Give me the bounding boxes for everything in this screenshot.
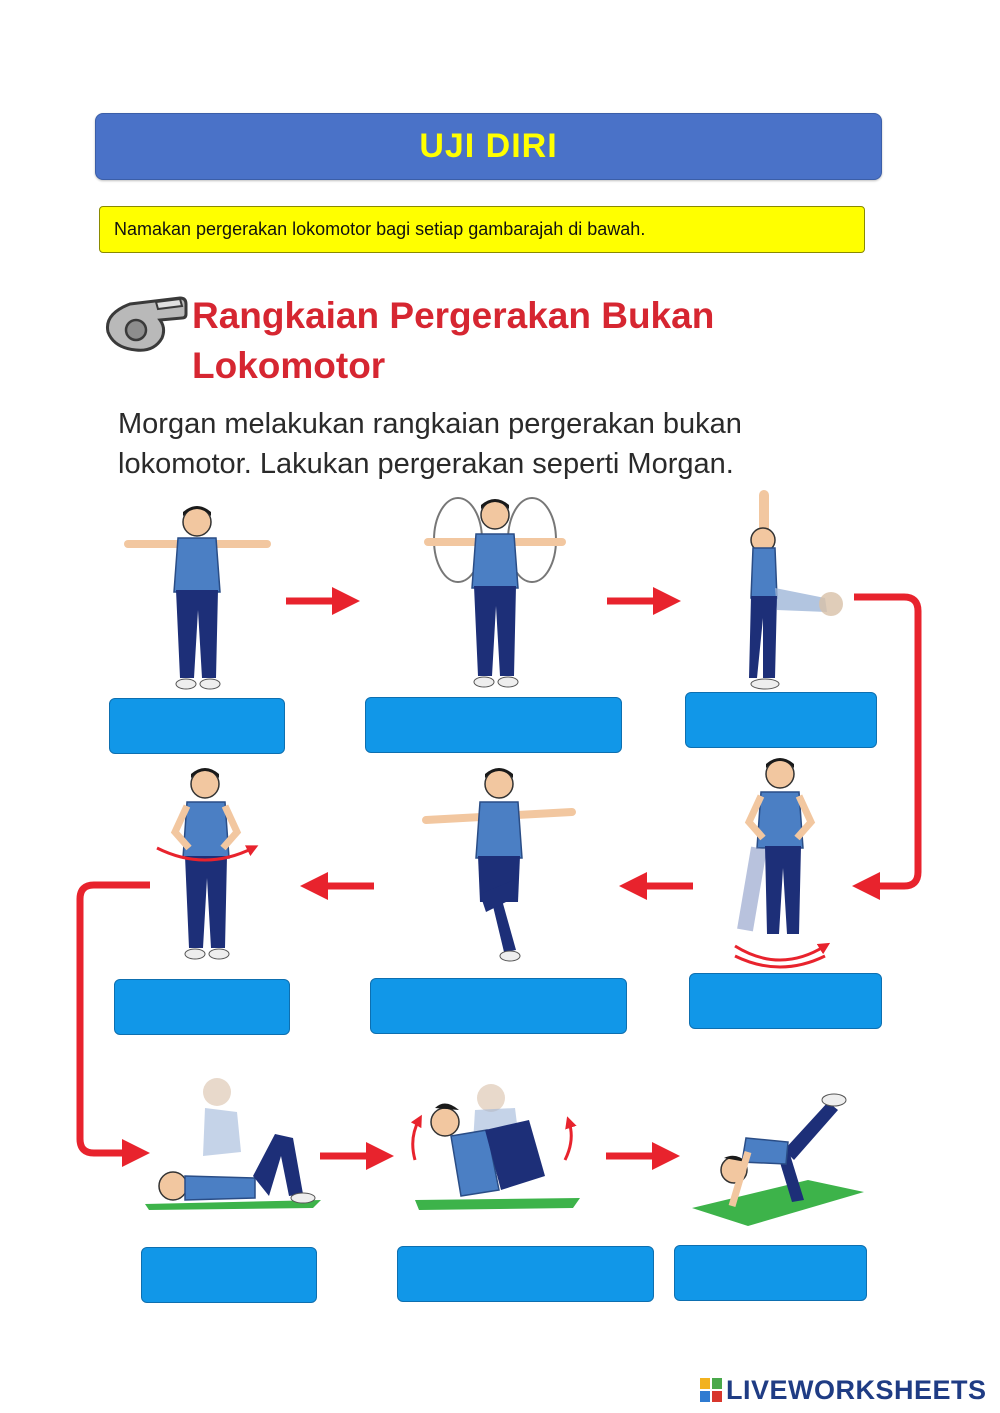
- liveworksheets-logo-icon: [700, 1378, 722, 1402]
- answer-box-5[interactable]: [370, 978, 627, 1034]
- arrow-left-2: [290, 873, 376, 899]
- figure-knee-raise: [422, 762, 577, 967]
- figure-arm-circles: [420, 490, 570, 695]
- intro-text: Morgan melakukan rangkaian pergerakan bukan lokomotor. Lakukan pergerakan seperti Morgan.: [118, 408, 742, 480]
- answer-box-3[interactable]: [685, 692, 877, 748]
- answer-box-2[interactable]: [365, 697, 622, 753]
- footer-brand: [700, 1375, 987, 1405]
- figure-leg-swing: [725, 752, 835, 972]
- brand-name: LIVEWORKSHEETS: [726, 1374, 987, 1405]
- page-header: [95, 113, 882, 180]
- answer-box-6[interactable]: [114, 979, 290, 1035]
- arrow-right-2: [605, 588, 691, 614]
- page-title: UJI DIRI: [419, 127, 558, 165]
- answer-box-8[interactable]: [397, 1246, 654, 1302]
- arrow-right-4: [604, 1143, 690, 1169]
- instruction-box: Namakan pergerakan lokomotor bagi setiap gambarajah di bawah.: [99, 206, 865, 253]
- section-title: Rangkaian Pergerakan Bukan Lokomotor: [192, 295, 715, 386]
- answer-box-1[interactable]: [109, 698, 285, 754]
- arrow-right-3: [318, 1143, 404, 1169]
- figure-arms-stretched: [120, 500, 275, 695]
- figure-rocking-curl: [405, 1080, 590, 1215]
- answer-box-9[interactable]: [674, 1245, 867, 1301]
- answer-box-7[interactable]: [141, 1247, 317, 1303]
- answer-box-4[interactable]: [689, 973, 882, 1029]
- figure-sit-up: [145, 1072, 325, 1212]
- whistle-icon: [100, 292, 188, 356]
- figure-leg-raise-plank: [688, 1080, 868, 1230]
- arrow-right-1: [284, 588, 370, 614]
- arrow-left-1: [609, 873, 695, 899]
